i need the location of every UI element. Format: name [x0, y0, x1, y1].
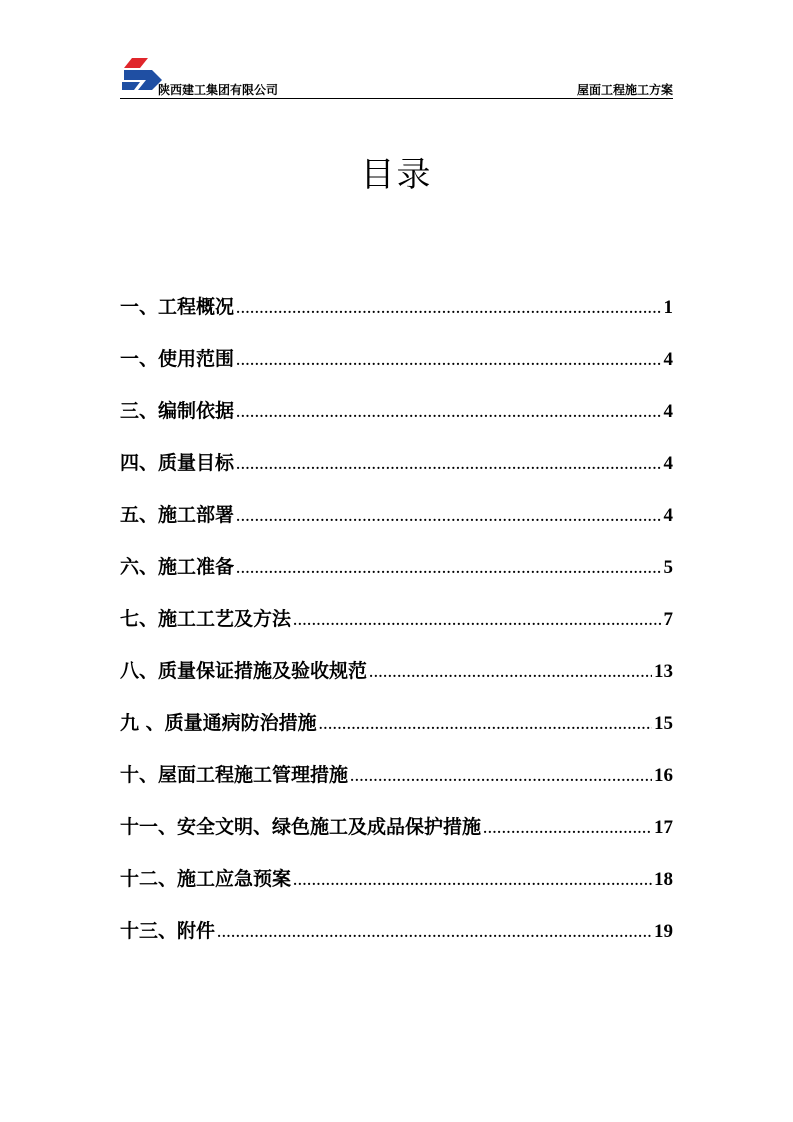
toc-entry[interactable] — [120, 916, 673, 968]
page-header — [120, 58, 673, 99]
toc-entry-page: 18 — [654, 869, 673, 890]
toc-entry[interactable] — [120, 448, 673, 500]
toc-entry-label: 九 、质量通病防治措施 — [120, 712, 317, 734]
toc-entry-page: 7 — [663, 609, 673, 630]
toc-leader-dots — [350, 762, 652, 792]
toc-title: 目录 — [360, 155, 433, 195]
toc-leader-dots — [293, 866, 652, 896]
toc-entry-page: 19 — [654, 921, 673, 942]
toc-leader-dots — [483, 814, 652, 844]
toc-entry-page: 15 — [654, 713, 673, 734]
toc-entry-page: 4 — [663, 401, 673, 422]
toc-entry-label: 十三、附件 — [120, 920, 216, 942]
toc-entry-page: 17 — [654, 817, 673, 838]
toc-entry-label: 六、施工准备 — [120, 556, 235, 578]
company-name: 陕西建工集团有限公司 — [158, 83, 279, 97]
toc-entry[interactable] — [120, 292, 673, 344]
toc-entry-page: 4 — [663, 505, 673, 526]
toc-entry[interactable] — [120, 812, 673, 864]
toc-entry-page: 16 — [654, 765, 673, 786]
toc-entry[interactable] — [120, 552, 673, 604]
toc-entry-label: 八、质量保证措施及验收规范 — [120, 660, 368, 682]
toc-leader-dots — [236, 346, 661, 376]
toc-entry[interactable] — [120, 500, 673, 552]
toc-leader-dots — [319, 710, 652, 740]
toc-leader-dots — [236, 294, 661, 324]
toc-entry-page: 1 — [663, 297, 673, 318]
toc-entry-label: 七、施工工艺及方法 — [120, 608, 292, 630]
toc-entry-label: 四、质量目标 — [120, 452, 235, 474]
toc-entry-page: 4 — [663, 453, 673, 474]
toc-entry[interactable] — [120, 708, 673, 760]
toc-entry-label: 一、工程概况 — [120, 296, 235, 318]
toc-entry[interactable] — [120, 760, 673, 812]
toc-entry[interactable] — [120, 344, 673, 396]
toc-entry-page: 13 — [654, 661, 673, 682]
toc-entry-label: 十二、施工应急预案 — [120, 868, 292, 890]
toc-leader-dots — [293, 606, 661, 636]
toc-entry[interactable] — [120, 396, 673, 448]
toc-entry-page: 4 — [663, 349, 673, 370]
toc-entry[interactable] — [120, 864, 673, 916]
toc-entry-label: 五、施工部署 — [120, 504, 235, 526]
toc-leader-dots — [217, 918, 652, 948]
toc-leader-dots — [236, 502, 661, 532]
company-logo-icon — [122, 58, 162, 92]
toc-entry-label: 三、编制依据 — [120, 400, 235, 422]
toc-leader-dots — [236, 398, 661, 428]
toc-entry[interactable] — [120, 604, 673, 656]
toc-list — [120, 292, 673, 968]
header-document-title: 屋面工程施工方案 — [576, 83, 673, 97]
toc-leader-dots — [236, 450, 661, 480]
toc-entry-page: 5 — [663, 557, 673, 578]
toc-entry-label: 十、屋面工程施工管理措施 — [120, 764, 349, 786]
toc-leader-dots — [236, 554, 661, 584]
toc-leader-dots — [369, 658, 652, 688]
toc-entry-label: 一、使用范围 — [120, 348, 235, 370]
toc-entry-label: 十一、安全文明、绿色施工及成品保护措施 — [120, 816, 482, 838]
toc-entry[interactable] — [120, 656, 673, 708]
